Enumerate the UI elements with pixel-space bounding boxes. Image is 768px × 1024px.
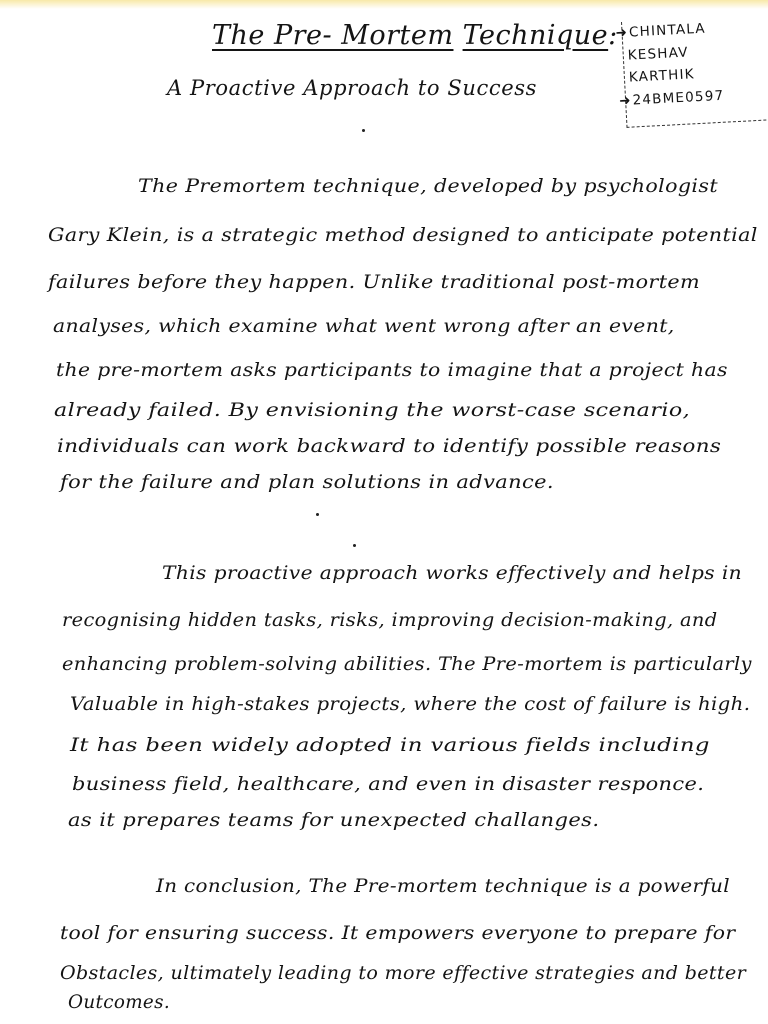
arrow-icon: ➜ bbox=[615, 24, 629, 42]
author-reg-number: 24BME0597 bbox=[632, 87, 725, 108]
ink-dot bbox=[316, 513, 319, 516]
text-line: This proactive approach works effectively and helps in bbox=[162, 563, 743, 584]
text-line: for the failure and plan solutions in advance. bbox=[60, 472, 554, 493]
text-line: business field, healthcare, and even in disaster responce. bbox=[72, 774, 705, 795]
title-colon: : bbox=[608, 20, 618, 51]
text-line: analyses, which examine what went wrong after an event, bbox=[53, 316, 675, 337]
page-title bbox=[212, 20, 618, 51]
text-line: failures before they happen. Unlike traditional post-mortem bbox=[48, 272, 701, 293]
text-line: Obstacles, ultimately leading to more effective strategies and better bbox=[60, 963, 747, 984]
text-line: It has been widely adopted in various fields including bbox=[70, 735, 710, 756]
title-technique: Technique bbox=[462, 20, 609, 51]
author-line: KARTHIK bbox=[628, 66, 696, 86]
text-line: In conclusion, The Pre-mortem technique is a powerful bbox=[156, 876, 730, 897]
text-line: enhancing problem-solving abilities. The Pre-mortem is particularly bbox=[62, 654, 752, 675]
author-line: KESHAV bbox=[627, 44, 690, 64]
text-line: The Premortem technique, developed by psychologist bbox=[138, 176, 718, 197]
arrow-icon: ➜ bbox=[618, 92, 633, 109]
author-box bbox=[615, 15, 766, 128]
ink-dot bbox=[353, 544, 356, 547]
text-line: Valuable in high-stakes projects, where the cost of failure is high. bbox=[70, 694, 751, 715]
title-underlined: The Pre- Mortem bbox=[212, 20, 454, 51]
text-line: as it prepares teams for unexpected challanges. bbox=[68, 810, 600, 831]
author-first-name: CHINTALA bbox=[628, 20, 707, 41]
text-line: already failed. By envisioning the worst-case scenario, bbox=[54, 400, 691, 421]
text-line: tool for ensuring success. It empowers everyone to prepare for bbox=[60, 923, 736, 944]
text-line: Gary Klein, is a strategic method designed to anticipate potential bbox=[48, 225, 758, 246]
text-line: individuals can work backward to identify possible reasons bbox=[57, 436, 722, 457]
text-line: recognising hidden tasks, risks, improving decision-making, and bbox=[62, 610, 718, 631]
text-line: Outcomes. bbox=[68, 992, 171, 1013]
page-subtitle: A Proactive Approach to Success bbox=[167, 76, 538, 100]
text-line: the pre-mortem asks participants to imagine that a project has bbox=[56, 360, 728, 381]
ink-dot bbox=[362, 129, 365, 132]
